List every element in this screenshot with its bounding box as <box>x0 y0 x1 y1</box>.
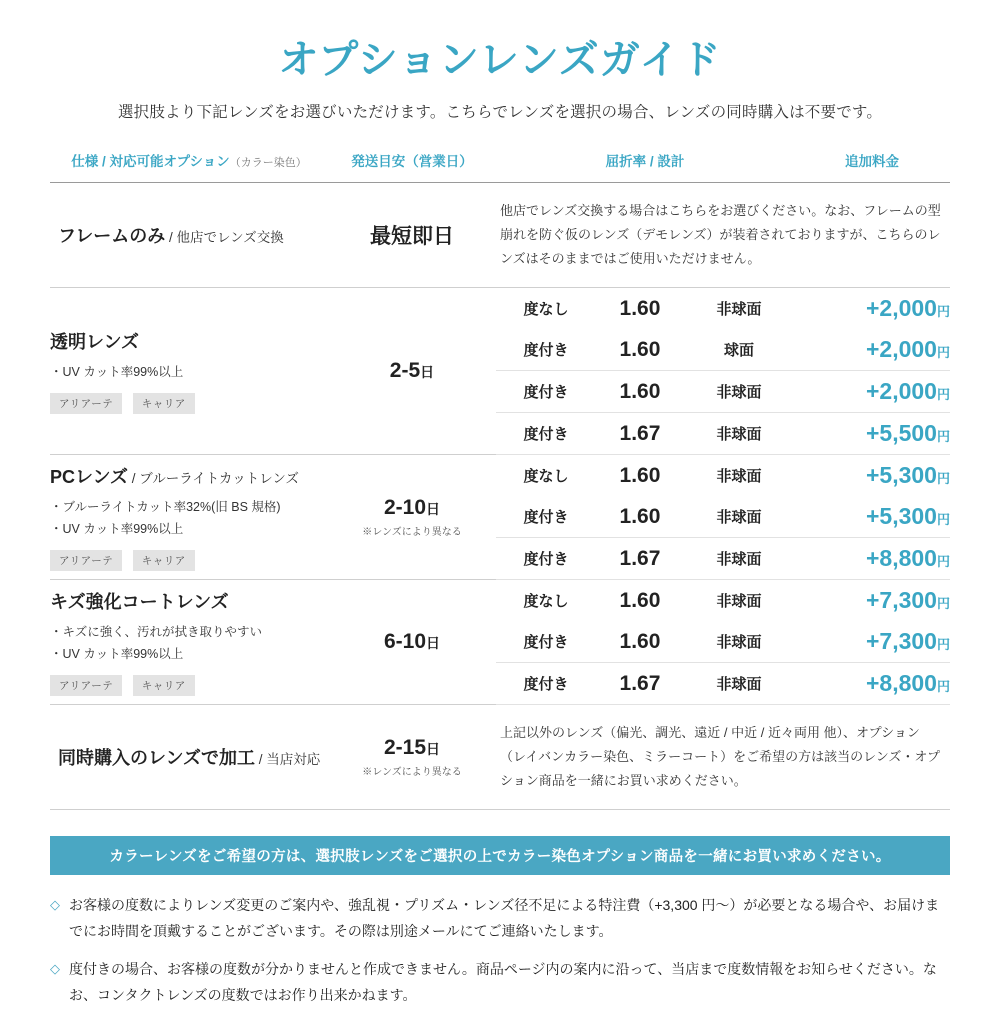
product-name-main: フレームのみ <box>57 226 166 247</box>
bullet: ・ブルーライトカット率32%(旧 BS 規格) <box>49 500 281 515</box>
shipping-note: ※レンズにより異なる <box>362 767 462 779</box>
spec-design: 非球面 <box>684 413 794 455</box>
spec-price <box>794 371 950 413</box>
circle-bullet-icon: ◇ <box>50 897 60 913</box>
price-unit: 円 <box>936 429 950 445</box>
header-index: 屈折率 / 設計 <box>605 154 685 169</box>
spec-degree: 度付き <box>496 496 596 538</box>
product-name-sub: / 当店対応 <box>255 752 321 768</box>
table-row <box>50 288 950 329</box>
footnotes <box>50 893 950 1009</box>
spec-index: 1.60 <box>596 496 684 538</box>
shipping-note: ※レンズにより異なる <box>362 527 462 539</box>
row-note: 他店でレンズ交換する場合はこちらをお選びください。なお、フレームの型崩れを防ぐ仮のレンズ（デモレンズ）が装着されておりますが、こちらのレンズはそのままではご使用いただけません。 <box>499 203 941 267</box>
shipping-value: 2-5 <box>389 359 421 383</box>
header-spec-main: 仕様 / 対応可能オプション <box>71 154 230 169</box>
page-title: オプションレンズガイド <box>278 38 722 82</box>
spec-price <box>794 538 950 580</box>
spec-design: 非球面 <box>684 538 794 580</box>
spec-price <box>794 496 950 538</box>
shipping-unit: 日 <box>426 635 440 652</box>
spec-price <box>794 621 950 663</box>
shipping-cell <box>328 580 496 705</box>
spec-index: 1.67 <box>596 413 684 455</box>
bullet: ・キズに強く、汚れが拭き取りやすい <box>49 625 262 640</box>
price-unit: 円 <box>936 596 950 612</box>
list-item <box>50 893 950 945</box>
product-name-main: 透明レンズ <box>49 332 139 353</box>
price-value: +7,300 <box>865 628 937 655</box>
spec-design: 球面 <box>684 329 794 371</box>
tag-carrier: キャリア <box>133 550 195 571</box>
lens-options-table <box>50 144 950 810</box>
tag-ariate: アリアーテ <box>50 675 122 696</box>
product-name-main: キズ強化コートレンズ <box>49 592 229 613</box>
spec-degree: 度なし <box>523 301 569 319</box>
header-spec-sub: （カラー染色） <box>229 157 307 169</box>
header-spec <box>50 144 328 183</box>
product-name <box>58 744 324 770</box>
product-name <box>50 328 328 354</box>
divider <box>50 810 950 811</box>
spec-index: 1.60 <box>596 329 684 371</box>
spec-price <box>794 663 950 705</box>
product-name <box>50 463 328 489</box>
price-value: +2,000 <box>865 336 937 363</box>
spec-degree: 度付き <box>496 329 596 371</box>
spec-design: 非球面 <box>684 663 794 705</box>
list-item <box>50 957 950 1009</box>
shipping-unit: 日 <box>420 364 435 381</box>
spec-price <box>794 288 950 329</box>
product-name-sub: / 他店でレンズ交換 <box>165 230 284 246</box>
tag-carrier: キャリア <box>133 675 195 696</box>
spec-degree: 度付き <box>496 538 596 580</box>
price-value: +5,500 <box>865 420 937 447</box>
product-name <box>58 222 324 248</box>
product-name-sub: / ブルーライトカットレンズ <box>128 471 300 487</box>
price-unit: 円 <box>936 679 950 695</box>
shipping-cell <box>328 288 496 455</box>
table-row <box>50 705 950 810</box>
price-value: +7,300 <box>865 587 937 614</box>
spec-index: 1.60 <box>596 371 684 413</box>
price-value: +5,300 <box>865 503 937 530</box>
product-cell <box>50 183 328 288</box>
spec-price <box>794 455 950 496</box>
page-subtitle: 選択肢より下記レンズをお選びいただけます。こちらでレンズを選択の場合、レンズの同時購入は不要です。 <box>117 104 883 121</box>
tag-ariate: アリアーテ <box>50 393 122 414</box>
circle-bullet-icon: ◇ <box>50 961 60 977</box>
price-value: +8,800 <box>865 545 937 572</box>
bullet: ・UV カット率99%以上 <box>49 365 184 380</box>
price-unit: 円 <box>936 512 950 528</box>
spec-price <box>794 580 950 621</box>
spec-index: 1.60 <box>619 463 661 487</box>
product-name-main: 同時購入のレンズで加工 <box>57 748 255 769</box>
spec-degree: 度付き <box>496 413 596 455</box>
price-unit: 円 <box>936 554 950 570</box>
footnote-text: 度付きの場合、お客様の度数が分かりませんと作成できません。商品ページ内の案内に沿って、当店まで度数情報をお知らせください。なお、コンタクトレンズの度数ではお作り出来かねます。 <box>69 961 937 1003</box>
header-price: 追加料金 <box>845 154 899 169</box>
product-name-main: PCレンズ <box>49 467 128 488</box>
shipping-unit: 日 <box>426 501 440 518</box>
price-unit: 円 <box>936 345 950 361</box>
shipping-value: 2-15 <box>383 736 426 760</box>
tag-carrier: キャリア <box>133 393 195 414</box>
spec-degree: 度付き <box>496 371 596 413</box>
price-value: +5,300 <box>865 462 937 489</box>
spec-degree: 度付き <box>496 621 596 663</box>
spec-design: 非球面 <box>684 496 794 538</box>
shipping-value: 2-10 <box>383 496 426 520</box>
price-unit: 円 <box>936 387 950 403</box>
spec-design: 非球面 <box>684 621 794 663</box>
footnote-text: お客様の度数によりレンズ変更のご案内や、強乱視・プリズム・レンズ径不足による特注費（+3,300 円～）が必要となる場合や、お届けまでにお時間を頂戴することがございます。その際は別途メールにてご連絡いたします。 <box>69 897 940 940</box>
table-header-row <box>50 144 950 183</box>
color-lens-banner: カラーレンズをご希望の方は、選択肢レンズをご選択の上でカラー染色オプション商品を一緒にお買い求めください。 <box>50 836 950 875</box>
table-row <box>50 580 950 621</box>
price-value: +8,800 <box>865 670 937 697</box>
product-cell <box>50 288 328 455</box>
table-row <box>50 183 950 288</box>
shipping-unit: 日 <box>426 741 440 758</box>
shipping-cell <box>328 705 496 810</box>
price-unit: 円 <box>936 637 950 653</box>
shipping-cell <box>328 455 496 580</box>
product-cell <box>50 455 328 580</box>
product-tags <box>50 675 328 696</box>
price-unit: 円 <box>936 304 950 320</box>
spec-degree: 度なし <box>523 468 569 486</box>
product-tags <box>50 550 328 571</box>
bullet: ・UV カット率99%以上 <box>49 521 184 536</box>
product-name <box>50 588 328 614</box>
shipping-value: 6-10 <box>383 630 426 654</box>
product-bullets <box>50 362 328 383</box>
spec-design: 非球面 <box>684 371 794 413</box>
spec-design: 非球面 <box>716 593 762 611</box>
spec-design: 非球面 <box>716 468 762 486</box>
header-shipping: 発送目安（営業日） <box>351 154 473 169</box>
bullet: ・UV カット率99%以上 <box>49 646 184 661</box>
product-bullets <box>50 622 328 665</box>
product-cell <box>50 705 328 810</box>
spec-degree: 度なし <box>523 593 569 611</box>
price-value: +2,000 <box>865 378 937 405</box>
spec-price <box>794 329 950 371</box>
spec-index: 1.60 <box>596 621 684 663</box>
spec-index: 1.60 <box>619 588 661 612</box>
tag-ariate: アリアーテ <box>50 550 122 571</box>
spec-index: 1.67 <box>596 538 684 580</box>
price-value: +2,000 <box>865 295 937 322</box>
spec-degree: 度付き <box>496 663 596 705</box>
row-note: 上記以外のレンズ（偏光、調光、遠近 / 中近 / 近々両用 他）、オプション（レイバンカラー染色、ミラーコート）をご希望の方は該当のレンズ・オプション商品を一緒にお買い求めください。 <box>499 725 940 789</box>
spec-design: 非球面 <box>716 301 762 319</box>
price-unit: 円 <box>936 471 950 487</box>
product-cell <box>50 580 328 705</box>
product-bullets <box>50 497 328 540</box>
shipping-cell <box>328 183 496 288</box>
spec-price <box>794 413 950 455</box>
spec-index: 1.60 <box>619 296 661 320</box>
spec-index: 1.67 <box>596 663 684 705</box>
product-tags <box>50 393 328 414</box>
table-row <box>50 455 950 496</box>
shipping-value: 最短即日 <box>369 225 454 249</box>
